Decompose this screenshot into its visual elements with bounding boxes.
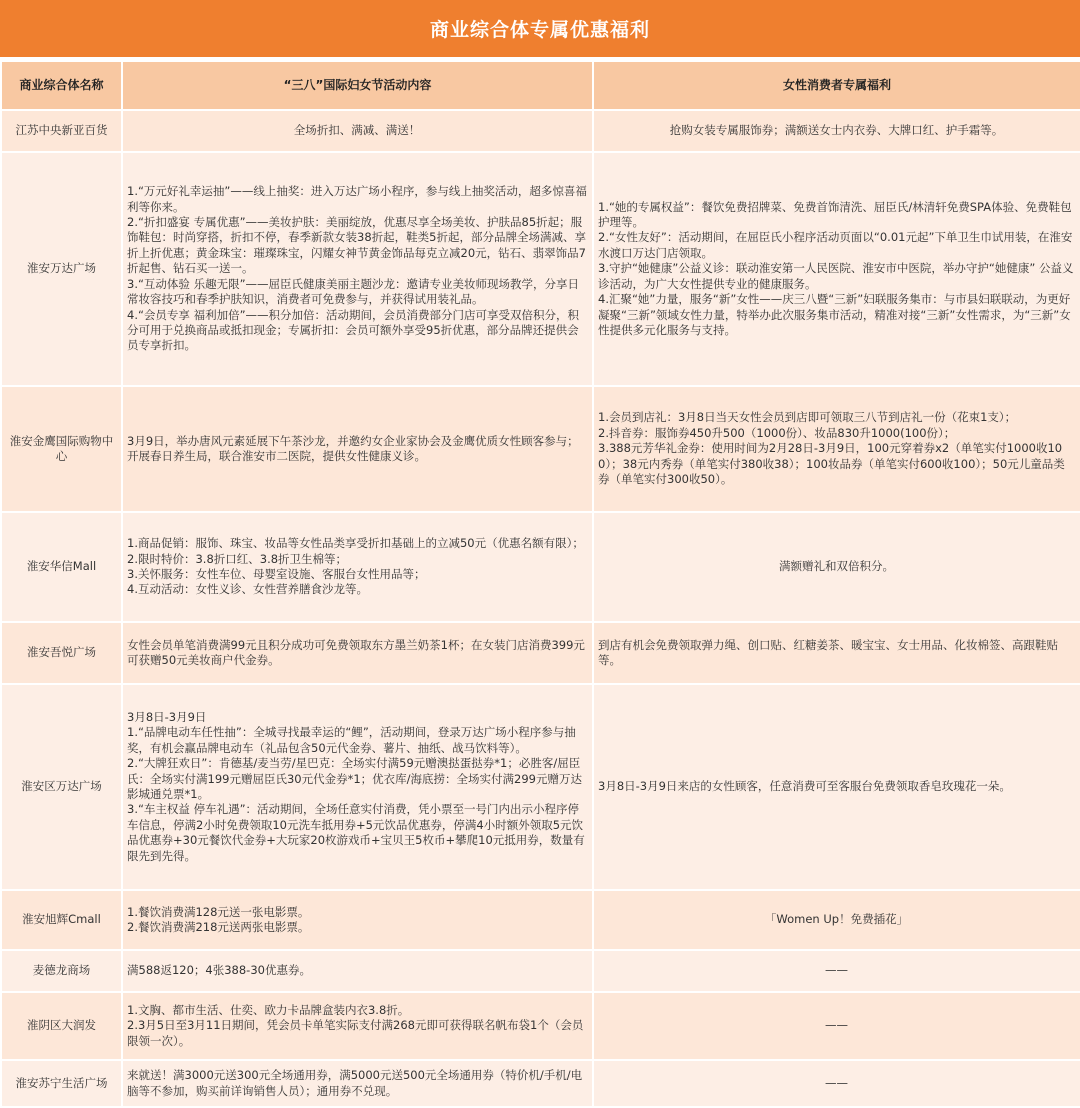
activity-cell bbox=[122, 684, 593, 890]
table-row bbox=[1, 684, 1080, 890]
table-row bbox=[1, 512, 1080, 622]
activity-cell bbox=[122, 1060, 593, 1107]
activity-cell-line: 1.餐饮消费满128元送一张电影票。 bbox=[127, 904, 310, 919]
benefit-cell-line: 2.“女性友好”：活动期间，在屈臣氏小程序活动页面以“0.01元起”下单卫生巾试用装，在淮安水渡口万达门店领取。 bbox=[598, 230, 1073, 260]
benefit-cell bbox=[593, 512, 1080, 622]
activity-cell-line: 3月9日，举办唐风元素延展下午茶沙龙，并邀约女企业家协会及金鹰优质女性顾客参与；开展春日养生局，联合淮安市二医院，提供女性健康义诊。 bbox=[127, 433, 579, 463]
benefit-cell-line: 3.388元芳华礼金券：使用时间为2月28日-3月9日，100元穿着券x2（单笔实付1000收100）；38元内秀券（单笔实付380收38）；100妆品券（单笔实付600收100）；50元儿童品类券（单笔实付300收50）。 bbox=[598, 441, 1065, 487]
mall-name-cell: 淮安区万达广场 bbox=[1, 684, 122, 890]
activity-cell-line: 满588返120；4张388-30优惠券。 bbox=[127, 963, 311, 978]
benefit-cell bbox=[593, 386, 1080, 512]
benefit-cell-line: —— bbox=[825, 1075, 848, 1090]
table-row bbox=[1, 890, 1080, 950]
benefit-cell-line: —— bbox=[825, 963, 848, 978]
activity-cell bbox=[122, 950, 593, 992]
benefit-cell bbox=[593, 992, 1080, 1060]
benefit-cell-line: 3.守护“她健康”公益义诊：联动淮安第一人民医院、淮安市中医院，举办守护“她健康” 公益义诊活动，为广大女性提供专业的健康服务。 bbox=[598, 261, 1074, 291]
benefit-cell bbox=[593, 890, 1080, 950]
mall-name-cell: 淮安苏宁生活广场 bbox=[1, 1060, 122, 1107]
benefit-cell bbox=[593, 622, 1080, 684]
benefit-cell-line: 抢购女装专属服饰券；满额送女士内衣券、大牌口红、护手霜等。 bbox=[669, 123, 1004, 138]
benefit-cell bbox=[593, 1060, 1080, 1107]
benefit-cell-line: 满额赠礼和双倍积分。 bbox=[779, 559, 894, 574]
activity-cell-line: 2.“折扣盛宴 专属优惠”——美妆护肤：美丽绽放，优惠尽享全场美妆、护肤品85折起；服饰鞋包：时尚穿搭，折扣不停，春季新款女装38折起，鞋类5折起，部分品牌全场满减、享折上折优惠；黄金珠宝：璀璨珠宝，闪耀女神节黄金饰品每克立减20元，钻石、翡翠饰品7折起售、钻石买一送一。 bbox=[127, 215, 586, 276]
table-header-row bbox=[1, 61, 1080, 110]
benefit-cell-line: 1.“她的专属权益”：餐饮免费招牌菜、免费首饰清洗、屈臣氏/林清轩免费SPA体验、免费鞋包护理等。 bbox=[598, 199, 1072, 230]
benefit-cell-line: 「Women Up！免费插花」 bbox=[764, 912, 909, 927]
table-row bbox=[1, 386, 1080, 512]
page-title: 商业综合体专属优惠福利 bbox=[0, 0, 1080, 57]
activity-cell-line: 1.文胸、都市生活、仕奕、欧力卡品牌盒装内衣3.8折。 bbox=[127, 1002, 410, 1017]
activity-cell-line: 2.“大牌狂欢日”：肯德基/麦当劳/星巴克：全场实付满59元赠澳挞蛋挞券*1；必胜客/屈臣氏：全场实付满199元赠屈臣氏30元代金券*1；优衣库/海底捞：全场实付满299元赠万达影城通兑票*1。 bbox=[127, 756, 582, 801]
activity-cell bbox=[122, 110, 593, 152]
activity-cell bbox=[122, 152, 593, 386]
activity-cell-line: 2.餐饮消费满218元送两张电影票。 bbox=[127, 920, 310, 934]
activity-cell-line: 全场折扣、满减、满送！ bbox=[293, 123, 421, 138]
benefit-cell-line: 2.抖音券：服饰券450升500（1000份）、妆品830升1000(100份）； bbox=[598, 425, 956, 440]
mall-name-cell: 淮安吾悦广场 bbox=[1, 622, 122, 684]
benefit-cell-line: 4.汇聚“她”力量，服务“新”女性——庆三八暨“三新”妇联服务集市：与市县妇联联动，为更好凝聚“三新”领域女性力量，特举办此次服务集市活动，精准对接“三新”女性需求，为“三新”女性提供多元化服务与支持。 bbox=[598, 292, 1071, 337]
mall-name-cell: 淮安旭辉Cmall bbox=[1, 890, 122, 950]
header-activity: “三八”国际妇女节活动内容 bbox=[122, 61, 593, 110]
activity-cell-line: 2.3月5日至3月11日期间，凭会员卡单笔实际支付满268元即可获得联名帆布袋1个（会员限领一次）。 bbox=[127, 1018, 584, 1048]
activity-cell-line: 1.“品牌电动车任性抽”：全城寻找最幸运的“鲤”，活动期间，登录万达广场小程序参与抽奖，有机会赢品牌电动车（礼品包含50元代金券、薯片、抽纸、战马饮料等）。 bbox=[127, 725, 576, 755]
activity-cell-line: 3.“互动体验 乐趣无限”——屈臣氏健康美丽主题沙龙：邀请专业美妆师现场教学，分享日常妆容技巧和春季护肤知识，消费者可免费参与，并获得试用装礼品。 bbox=[127, 276, 580, 307]
activity-cell bbox=[122, 386, 593, 512]
benefit-cell bbox=[593, 152, 1080, 386]
mall-name-cell: 淮安万达广场 bbox=[1, 152, 122, 386]
activity-cell-line: 1.商品促销：服饰、珠宝、妆品等女性品类享受折扣基础上的立减50元（优惠名额有限）； bbox=[127, 536, 584, 551]
activity-cell-line: 3.“车主权益 停车礼遇”：活动期间，全场任意实付消费，凭小票至一号门内出示小程序停车信息，停满2小时免费领取10元洗车抵用券+5元饮品优惠券，停满4小时额外领取5元饮品优惠券+30元餐饮代金券+大玩家20枚游戏币+宝贝王5枚币+攀爬10元抵用券，数量有限先到先得。 bbox=[127, 802, 585, 863]
benefit-cell-line: —— bbox=[825, 1018, 848, 1033]
table-row bbox=[1, 622, 1080, 684]
activity-cell bbox=[122, 890, 593, 950]
mall-name-cell: 江苏中央新亚百货 bbox=[1, 110, 122, 152]
mall-name-cell: 淮安金鹰国际购物中心 bbox=[1, 386, 122, 512]
benefit-cell bbox=[593, 684, 1080, 890]
activity-cell-line: 来就送！满3000元送300元全场通用券，满5000元送500元全场通用券（特价机/手机/电脑等不参加，购买前详询销售人员）；通用券不兑现。 bbox=[127, 1068, 583, 1098]
activity-cell bbox=[122, 512, 593, 622]
benefit-cell bbox=[593, 110, 1080, 152]
activity-cell bbox=[122, 622, 593, 684]
activity-cell-line: 女性会员单笔消费满99元且积分成功可免费领取东方墨兰奶茶1杯；在女装门店消费399元可获赠50元美妆商户代金券。 bbox=[127, 637, 585, 667]
table-row bbox=[1, 1060, 1080, 1107]
mall-name-cell: 淮阴区大润发 bbox=[1, 992, 122, 1060]
activity-cell bbox=[122, 992, 593, 1060]
benefit-cell-line: 到店有机会免费领取弹力绳、创口贴、红糖姜茶、暖宝宝、女士用品、化妆棉签、高跟鞋贴等。 bbox=[598, 637, 1058, 667]
table-row bbox=[1, 992, 1080, 1060]
table-row bbox=[1, 110, 1080, 152]
benefit-cell bbox=[593, 950, 1080, 992]
activity-cell-line: 3.关怀服务：女性车位、母婴室设施、客服台女性用品等； bbox=[127, 567, 426, 581]
header-mall-name: 商业综合体名称 bbox=[1, 61, 122, 110]
activity-cell-line: 4.“会员专享 福利加倍”——积分加倍：活动期间，会员消费部分门店可享受双倍积分，积分可用于兑换商品或抵扣现金；专属折扣：会员可额外享受95折优惠，部分品牌还提供会员专享折扣。 bbox=[127, 307, 580, 353]
activity-cell-line: 4.互动活动：女性义诊、女性营养膳食沙龙等。 bbox=[127, 582, 368, 597]
activity-cell-line: 1.“万元好礼幸运抽”——线上抽奖：进入万达广场小程序，参与线上抽奖活动，超多惊喜福利等你来。 bbox=[127, 184, 587, 214]
activity-cell-line: 3月8日-3月9日 bbox=[127, 709, 207, 724]
table-body bbox=[1, 110, 1080, 1107]
activity-cell-line: 2.限时特价：3.8折口红、3.8折卫生棉等； bbox=[127, 551, 348, 566]
header-benefit: 女性消费者专属福利 bbox=[593, 61, 1080, 110]
mall-name-cell: 淮安华信Mall bbox=[1, 512, 122, 622]
benefit-cell-line: 1.会员到店礼：3月8日当天女性会员到店即可领取三八节到店礼一份（花束1支）； bbox=[598, 410, 1017, 425]
table-row bbox=[1, 950, 1080, 992]
promo-table bbox=[0, 60, 1080, 1108]
mall-name-cell: 麦德龙商场 bbox=[1, 950, 122, 992]
table-row bbox=[1, 152, 1080, 386]
benefit-cell-line: 3月8日-3月9日来店的女性顾客，任意消费可至客服台免费领取香皂玫瑰花一朵。 bbox=[598, 779, 1011, 794]
